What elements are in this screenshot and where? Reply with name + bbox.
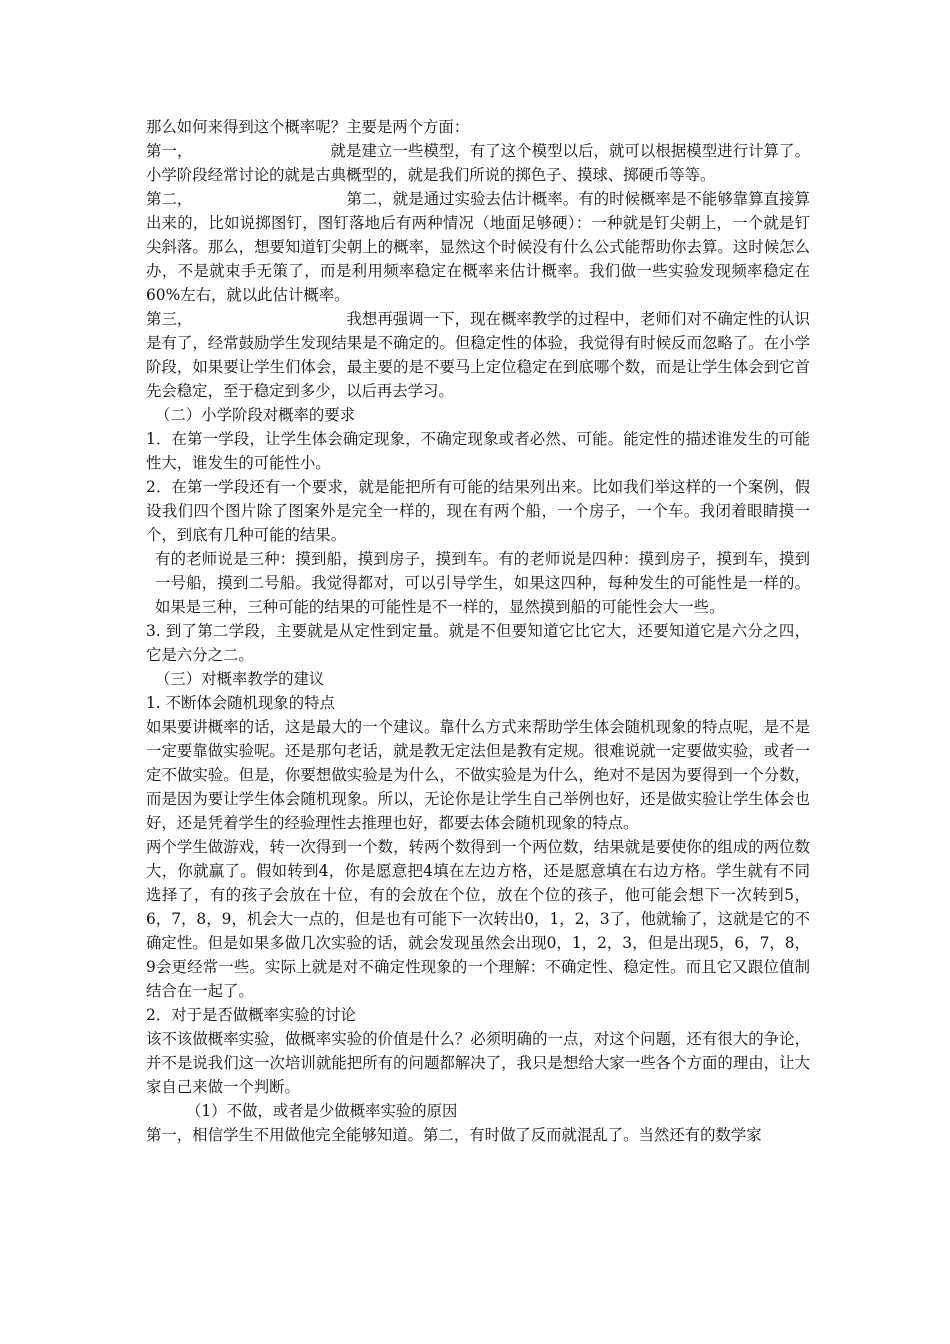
third-label: 第三， [146,310,193,328]
second-label: 第二， [146,190,193,208]
paragraph-reasons: 第一，相信学生不用做他完全能够知道。第二，有时做了反而就混乱了。当然还有的数学家 [146,1126,762,1144]
paragraph-req-3: 3. 到了第二学段，主要就是从定性到定量。就是不但要知道它比它大，还要知道它是六分之四，它是六分之二。 [146,622,810,664]
first-label: 第一， [146,142,193,160]
paragraph-experiment-debate: 该不该做概率实验，做概率实验的价值是什么？必须明确的一点，对这个问题，还有很大的争论，并不是说我们这一次培训就能把所有的问题都解决了，我只是想给大家一些各个方面的理由，让大家自己来做一个判断。 [146,1030,810,1096]
paragraph-req-2: 2．在第一学段还有一个要求，就是能把所有可能的结果列出来。比如我们举这样的一个案例，假设我们四个图片除了图案外是完全一样的，现在有两个船，一个房子，一个车。我闭着眼睛摸一个，到底有几种可能的结果。 [146,478,810,544]
paragraph-req-2-discussion: 有的老师说是三种：摸到船，摸到房子，摸到车。有的老师说是四种：摸到房子，摸到车，摸到一号船，摸到二号船。我觉得都对，可以引导学生，如果这四种，每种发生的可能性是一样的。如果是三种，三种可能的结果的可能性是不一样的，显然摸到船的可能性会大一些。 [155,550,810,616]
paragraph-third-method [146,307,810,403]
first-body: 就是建立一些模型，有了这个模型以后，就可以根据模型进行计算了。小学阶段经常讨论的就是古典概型的，就是我们所说的掷色子、摸球、掷硬币等等。 [146,142,810,184]
subheading-1: 1. 不断体会随机现象的特点 [146,694,335,712]
paragraph-second-method [146,187,810,307]
third-body: 我想再强调一下，现在概率教学的过程中，老师们对不确定性的认识是有了，经常鼓励学生发现结果是不确定的。但稳定性的体验，我觉得有时候反而忽略了。在小学阶段，如果要让学生们体会，最主要的是不要马上定位稳定在到底哪个数，而是让学生体会到它首先会稳定，至于稳定到多少，以后再去学习。 [146,310,810,400]
section-heading-2: （二）小学阶段对概率的要求 [155,406,356,424]
subheading-2-1: （1）不做，或者是少做概率实验的原因 [186,1102,458,1120]
subheading-2: 2．对于是否做概率实验的讨论 [146,1006,356,1024]
paragraph-intro: 那么如何来得到这个概率呢？主要是两个方面： [146,118,470,136]
section-heading-3: （三）对概率教学的建议 [155,670,325,688]
paragraph-req-1: 1．在第一学段，让学生体会确定现象，不确定现象或者必然、可能。能定性的描述谁发生的可能性大，谁发生的可能性小。 [146,430,810,472]
paragraph-first-method [146,139,810,187]
paragraph-suggestion-1: 如果要讲概率的话，这是最大的一个建议。靠什么方式来帮助学生体会随机现象的特点呢，是不是一定要靠做实验呢。还是那句老话，就是教无定法但是教有定规。很难说就一定要做实验，或者一定不做实验。但是，你要想做实验是为什么，不做实验是为什么，绝对不是因为要得到一个分数，而是因为要让学生体会随机现象。所以，无论你是让学生自己举例也好，还是做实验让学生体会也好，还是凭着学生的经验理性去推理也好，都要去体会随机现象的特点。 [146,718,810,832]
second-body: 第二，就是通过实验去估计概率。有的时候概率是不能够靠算直接算出来的，比如说掷图钉，图钉落地后有两种情况（地面足够硬）：一种就是钉尖朝上，一个就是钉尖斜落。那么，想要知道钉尖朝上的概率，显然这个时候没有什么公式能帮助你去算。这时候怎么办，不是就束手无策了，而是利用频率稳定在概率来估计概率。我们做一些实验发现频率稳定在60%左右，就以此估计概率。 [146,190,810,304]
paragraph-game-example: 两个学生做游戏，转一次得到一个数，转两个数得到一个两位数，结果就是要使你的组成的两位数大，你就赢了。假如转到4，你是愿意把4填在左边方格，还是愿意填在右边方格。学生就有不同选择了，有的孩子会放在十位，有的会放在个位，放在个位的孩子，他可能会想下一次转到5，6，7，8，9，机会大一点的，但是也有可能下一次转出0，1，2，3了，他就输了，这就是它的不确定性。但是如果多做几次实验的话，就会发现虽然会出现0，1，2，3，但是出现5，6，7，8，9会更经常一些。实际上就是对不确定性现象的一个理解：不确定性、稳定性。而且它又跟位值制结合在一起了。 [146,838,810,1000]
